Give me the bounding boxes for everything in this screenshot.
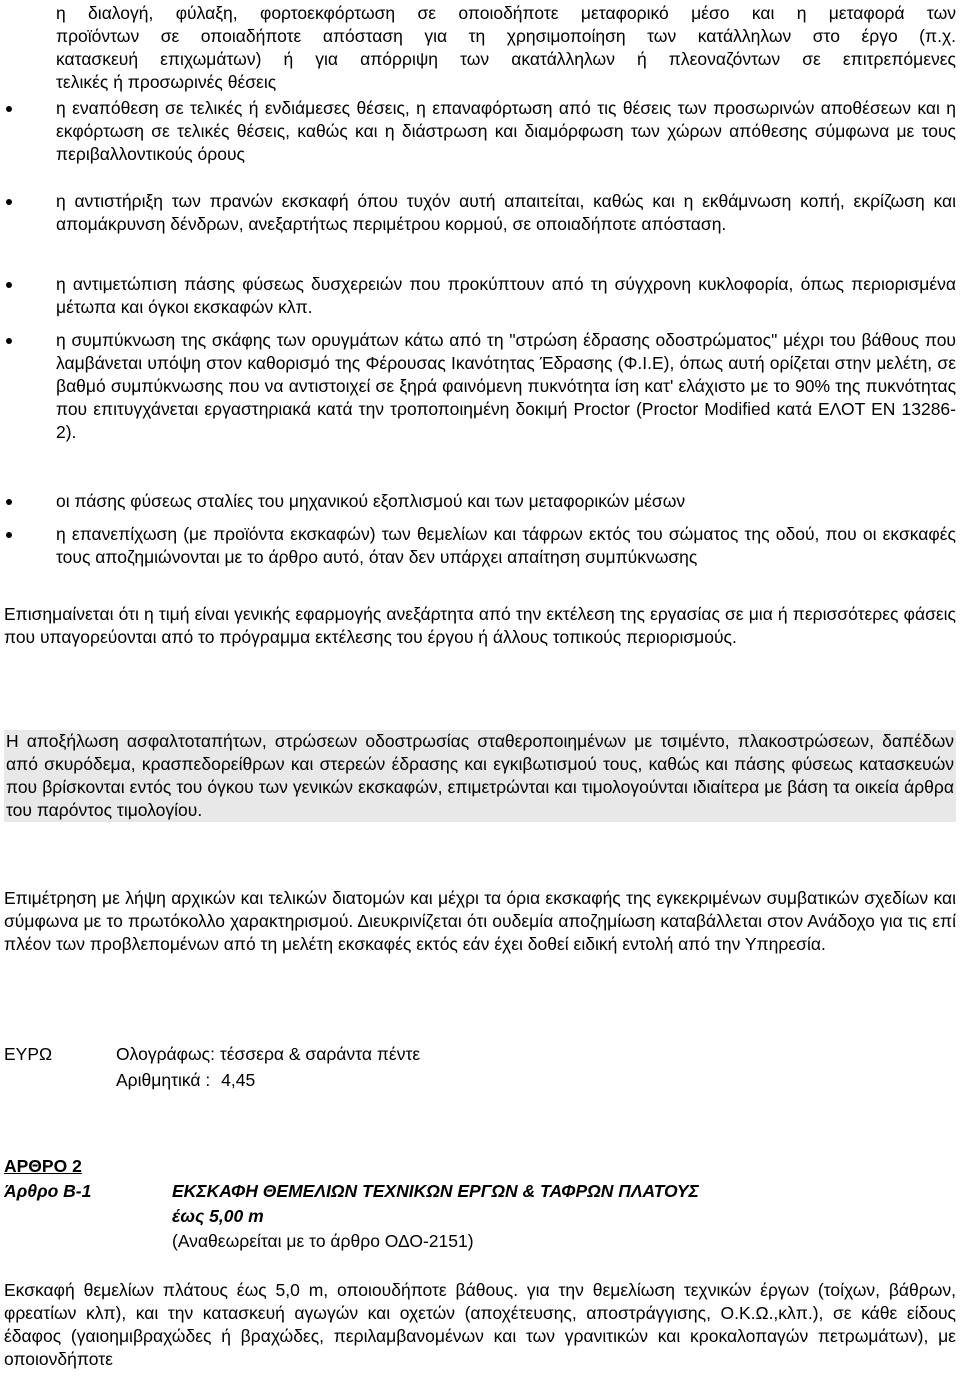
list-item-text: η συμπύκνωση της σκάφης των ορυγμάτων κάτω από τη "στρώση έδρασης οδοστρώματος" μέχρι του βάθους που λαμβάνεται υπόψη στον καθορισμό της Φέρουσας Ικανότητας Έδρασης (Φ.Ι.Ε), όπως αυτή ορίζεται στην μελέτη, σε βαθμό συμπύκνωσης που να αντιστοιχεί σε ξηρά φαινόμενη πυκνότητα ίση κατ' ελάχιστο με το 90% της πυκνότητας που επιτυγχάνεται εργαστηριακά κατά την τροποποιημένη δοκιμή Proctor (Proctor Modified κατά ΕΛΟΤ ΕΝ 13286-2). bbox=[56, 330, 956, 442]
list-item-text: η επανεπίχωση (με προϊόντα εκσκαφών) των θεμελίων και τάφρων εκτός του σώματος της οδού, που οι εκσκαφές τους αποζημιώνονται με το άρθρο αυτό, όταν δεν υπάρχει απαίτηση συμπύκνωσης bbox=[56, 524, 956, 567]
list-item-text: η αντιμετώπιση πάσης φύσεως δυσχερειών που προκύπτουν από τη σύγχρονη κυκλοφορία, όπως περιορισμένα μέτωπα και όγκοι εκσκαφών κλπ. bbox=[56, 274, 956, 317]
article-code: Άρθρο Β-1 bbox=[4, 1181, 92, 1201]
list-item bbox=[0, 523, 960, 569]
text-line: τελικές ή προσωρινές θέσεις bbox=[56, 72, 277, 92]
measurement-paragraph: Επιμέτρηση με λήψη αρχικών και τελικών διατομών και μέχρι τα όρια εκσκαφής της εγκεκριμένων συμβατικών σχεδίων και σύμφωνα με το πρωτόκολλο χαρακτηρισμού. Διευκρινίζεται ότι ουδεμία αποζημίωση καταβάλλεται στον Ανάδοχο για τις επί πλέον των προβλεπομένων από τη μελέτη εκσκαφές εκτός εάν έχει δοθεί ειδική εντολή από την Υπηρεσία. bbox=[4, 888, 956, 954]
bullet-icon bbox=[6, 282, 12, 288]
text-line: προϊόντων σε οποιαδήποτε απόσταση για τη χρησιμοποίηση των κατάλληλων στο έργο (π.χ. bbox=[56, 26, 956, 46]
list-item bbox=[0, 273, 960, 319]
price-words bbox=[116, 1043, 420, 1066]
price-words-label: Ολογράφως: bbox=[116, 1044, 215, 1064]
list-item bbox=[0, 97, 960, 166]
text-line: κατασκευή επιχωμάτων) ή για απόρριψη των ακατάλληλων ή πλεοναζόντων σε επιτρεπόμενες bbox=[56, 49, 956, 69]
price-currency: ΕΥΡΩ bbox=[4, 1044, 53, 1064]
article-title-line1: ΕΚΣΚΑΦΗ ΘΕΜΕΛΙΩΝ ΤΕΧΝΙΚΩΝ ΕΡΓΩΝ & ΤΑΦΡΩΝ ΠΛΑΤΟΥΣ bbox=[172, 1181, 699, 1201]
price-numeric bbox=[116, 1069, 255, 1092]
price-words-value: τέσσερα & σαράντα πέντε bbox=[219, 1044, 421, 1064]
list-item-text: οι πάσης φύσεως σταλίες του μηχανικού εξοπλισμού και των μεταφορικών μέσων bbox=[56, 491, 686, 511]
bullet-icon bbox=[6, 499, 12, 505]
bullet-icon bbox=[6, 532, 12, 538]
article-title-line2: έως 5,00 m bbox=[172, 1206, 264, 1226]
removal-paragraph: Η αποξήλωση ασφαλτοταπήτων, στρώσεων οδοστρωσίας σταθεροποιημένων με τσιμέντο, πλακοστρώσεων, δαπέδων από σκυρόδεμα, κρασπεδορείθρων και στερεών έδρασης και εγκιβωτισμού τους, καθώς και πάσης φύσεως κατασκευών που βρίσκονται εντός του όγκου των γενικών εκσκαφών, επιμετρώνται και τιμολογούνται ιδιαίτερα με βάση τα οικεία άρθρα του παρόντος τιμολογίου. bbox=[6, 731, 954, 820]
article-body: Εκσκαφή θεμελίων πλάτους έως 5,0 m, οποιουδήποτε βάθους. για την θεμελίωση τεχνικών έργων (τοίχων, βάθρων, φρεατίων κλπ), και την κατασκευή αγωγών και οχετών (αποχέτευσης, αποστράγγισης, Ο.Κ.Ω.,κλπ.), σε κάθε είδους έδαφος (γαιοημιβραχώδες ή βραχώδες, περιλαμβανομένων και των γρανιτικών και κροκαλοπαγών πετρωμάτων), με οποιονδήποτε bbox=[4, 1280, 956, 1369]
list-item bbox=[0, 490, 960, 513]
article-heading: ΑΡΘΡΟ 2 bbox=[4, 1156, 82, 1176]
price-numeric-value: 4,45 bbox=[221, 1070, 256, 1090]
bullet-continuation bbox=[0, 2, 960, 94]
list-item bbox=[0, 329, 960, 444]
text-line: η διαλογή, φύλαξη, φορτοεκφόρτωση σε οποιοδήποτε μεταφορικό μέσο και η μεταφορά των bbox=[56, 3, 956, 23]
article-replaces: (Αναθεωρείται με το άρθρο ΟΔΟ-2151) bbox=[172, 1231, 474, 1251]
bullet-icon bbox=[6, 199, 12, 205]
bullet-icon bbox=[6, 338, 12, 344]
note-paragraph: Επισημαίνεται ότι η τιμή είναι γενικής εφαρμογής ανεξάρτητα από την εκτέλεση της εργασίας σε μια ή περισσότερες φάσεις που υπαγορεύονται από το πρόγραμμα εκτέλεσης του έργου ή άλλους τοπικούς περιορισμούς. bbox=[4, 604, 956, 647]
bullet-icon bbox=[6, 106, 12, 112]
price-numeric-label: Αριθμητικά : bbox=[116, 1070, 211, 1090]
list-item bbox=[0, 190, 960, 236]
list-item-text: η εναπόθεση σε τελικές ή ενδιάμεσες θέσεις, η επαναφόρτωση από τις θέσεις των προσωρινών αποθέσεων και η εκφόρτωση σε τελικές θέσεις, καθώς και η διάστρωση και διαμόρφωση των χώρων απόθεσης σύμφωνα με τους περιβαλλοντικούς όρους bbox=[56, 98, 956, 164]
list-item-text: η αντιστήριξη των πρανών εκσκαφή όπου τυχόν αυτή απαιτείται, καθώς και η εκθάμνωση κοπή, εκρίζωση και απομάκρυνση δένδρων, ανεξαρτήτως περιμέτρου κορμού, σε οποιαδήποτε απόσταση. bbox=[56, 191, 956, 234]
